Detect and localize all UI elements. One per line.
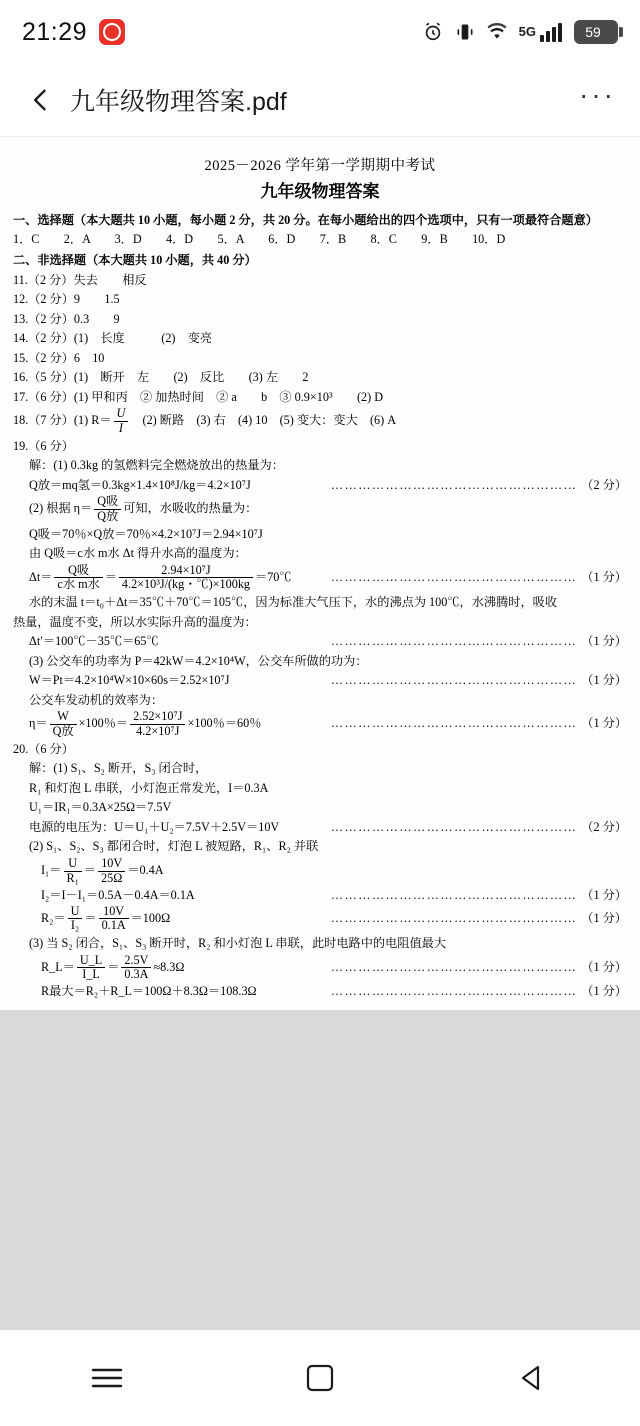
q20-dots-4: ……………………………………………… <box>330 959 578 974</box>
item-18-num: U <box>116 406 126 421</box>
q19-line-13 <box>13 710 627 738</box>
q19-l13c: ×100％＝60％ <box>187 716 262 731</box>
q19-l3b: 可知，水吸收的热量为： <box>123 501 258 516</box>
q20-mark-2: （1 分） <box>581 888 627 903</box>
q19-mark-2: （1 分） <box>581 569 627 584</box>
fraction-q-over-cm <box>54 564 102 592</box>
q19-l3-den: Q放 <box>97 508 119 523</box>
q20-line-1: 解：(1) S₁、S₂ 断开，S₃ 闭合时， <box>29 761 208 776</box>
fraction-value <box>119 564 253 592</box>
network-type-label: 5G <box>518 24 536 39</box>
q19-l6-den2: 4.2×10³J/(kg・℃)×100kg <box>121 577 251 592</box>
q19-mark-4: （1 分） <box>581 673 627 688</box>
q20-line-6 <box>13 857 627 885</box>
q19-l6b: ＝70℃ <box>255 569 292 584</box>
q20-mark-4: （1 分） <box>581 959 627 974</box>
q20-l8a: R₂＝ <box>41 910 66 925</box>
q20-l6c: ＝0.4A <box>127 862 164 877</box>
fraction-u-over-r1 <box>64 857 82 885</box>
section-1-heading: 一、选择题（本大题共 10 小题，每小题 2 分，共 20 分。在每小题给出的四个选项中，只有一项最符合题意） <box>13 212 598 227</box>
q20-l10a: R_L＝ <box>41 959 75 974</box>
q19-line-9 <box>13 632 627 651</box>
app-title-bar <box>0 64 640 136</box>
q19-line-7: 水的末温 t＝t₀＋Δt＝35℃＋70℃＝105℃，因为标准大气压下，水的沸点为 100℃，水沸腾时，吸收 <box>29 595 558 609</box>
red-app-badge-icon <box>99 19 125 45</box>
home-icon[interactable] <box>275 1348 365 1408</box>
q19-dots-3: ……………………………………………… <box>330 634 578 649</box>
q20-l10-den2: 0.3A <box>124 967 149 982</box>
q20-line-8 <box>13 905 627 933</box>
q20-line-9: (3) 当 S₂ 闭合，S₁、S₃ 断开时，R₂ 和小灯泡 L 串联，此时电路中的电阻值最大 <box>29 936 447 951</box>
q20-l8c: ＝100Ω <box>130 910 171 925</box>
section-2-heading: 二、非选择题（本大题共 10 小题，共 40 分） <box>13 252 257 267</box>
fraction-10v-over-25ohm <box>98 857 125 885</box>
q19-l13-den1: Q放 <box>52 723 74 738</box>
q19-l13a: η＝ <box>29 716 48 731</box>
q19-formula-3: W＝Pt＝4.2×10⁴W×10×60s＝2.52×10⁷J <box>29 673 230 688</box>
q20-dots-3: ……………………………………………… <box>330 910 578 925</box>
q20-l6-den1: R₁ <box>66 870 79 885</box>
q20-line-7 <box>13 886 627 905</box>
battery-level-label: 59 <box>585 24 601 40</box>
q20-mark-5: （1 分） <box>581 983 627 998</box>
q20-rmax-formula: R最大＝R₂＋R_L＝100Ω＋8.3Ω＝108.3Ω <box>41 983 257 998</box>
q20-line-3: U₁＝IR₁＝0.3A×25Ω＝7.5V <box>29 800 172 815</box>
q20-r2-formula <box>41 905 327 933</box>
wifi-icon <box>486 21 508 43</box>
q19-l3a: (2) 根据 η＝ <box>29 501 93 516</box>
q20-rl-formula <box>41 954 327 982</box>
status-icons <box>422 20 618 44</box>
document-title: 九年级物理答案.pdf <box>70 88 287 116</box>
answer-item-14: 14.（2 分）(1) 长度 (2) 变亮 <box>13 331 213 346</box>
q20-line-5: (2) S₁、S₂、S₃ 都闭合时，灯泡 L 被短路，R₁、R₂ 并联 <box>29 839 319 854</box>
q19-mark-3: （1 分） <box>581 634 627 649</box>
q20-dots-1: ……………………………………………… <box>330 819 578 834</box>
status-time: 21:29 <box>22 17 88 46</box>
fraction-w-over-q <box>50 710 77 738</box>
item-18-den: I <box>118 420 123 435</box>
choice-answers: 1．C 2．A 3．D 4．D 5．A 6．D 7．B 8．C 9．B 10．D <box>13 232 506 247</box>
answer-item-15: 15.（2 分）6 10 <box>13 350 105 365</box>
status-bar <box>0 0 640 64</box>
q19-l6-den1: c水 m水 <box>57 577 100 592</box>
q19-l13-num2: 2.52×10⁷J <box>130 710 185 725</box>
q20-line-4 <box>13 818 627 837</box>
q19-mark-5: （1 分） <box>581 716 627 731</box>
fraction-25v-over-03a <box>121 954 151 982</box>
q20-l6b: ＝ <box>83 862 97 877</box>
question-20-label: 20.（6 分） <box>13 741 74 756</box>
back-triangle-icon[interactable] <box>488 1348 578 1408</box>
menu-icon[interactable] <box>62 1348 152 1408</box>
q19-l13-den2: 4.2×10⁷J <box>136 723 180 738</box>
q20-l10c: ≈8.3Ω <box>153 959 185 974</box>
q19-line-1: 解：(1) 0.3kg 的氢燃料完全燃烧放出的热量为： <box>29 458 284 473</box>
q19-dots-4: ……………………………………………… <box>330 673 578 688</box>
q20-l8-den1: I₂ <box>70 918 80 933</box>
back-chevron-icon[interactable] <box>24 83 58 117</box>
q20-l8b: ＝ <box>84 910 97 925</box>
fraction-ul-over-il <box>77 954 105 982</box>
system-navigation-bar <box>0 1330 640 1426</box>
q19-line-5: 由 Q吸＝c水 m水 Δt 得升水高的温度为： <box>29 546 247 561</box>
answer-item-13: 13.（2 分）0.3 9 <box>13 311 120 326</box>
q19-mark-1: （2 分） <box>581 477 627 492</box>
q19-formula-2: Δt′＝100℃－35℃＝65℃ <box>29 634 159 649</box>
q20-l10-num2: 2.5V <box>121 954 151 969</box>
q20-l8-den2: 0.1A <box>101 918 126 933</box>
answer-item-18 <box>13 407 627 435</box>
q19-l6-num1: Q吸 <box>54 564 102 579</box>
signal-bars-icon <box>539 21 563 43</box>
q20-dots-5: ……………………………………………… <box>330 983 578 998</box>
answer-item-11: 11.（2 分）失去 相反 <box>13 272 147 287</box>
q20-l8-num2: 10V <box>99 905 129 920</box>
fraction-10v-over-01a <box>99 905 129 933</box>
q19-l6a: Δt＝ <box>29 569 53 584</box>
answer-item-16: 16.（5 分）(1) 断开 左 (2) 反比 (3) 左 2 <box>13 370 309 385</box>
item-18-rest: (2) 断路 (3) 右 (4) 10 (5) 变大：变大 (6) A <box>130 413 397 428</box>
q20-line-10 <box>13 954 627 982</box>
q20-l10-den1: I_L <box>82 967 100 982</box>
q19-l13b: ×100％＝ <box>78 716 129 731</box>
fraction-u-over-i <box>114 407 129 435</box>
item-18-prefix: 18.（7 分）(1) R＝ <box>13 413 112 428</box>
q19-line-3 <box>13 495 627 523</box>
battery-indicator <box>574 20 618 44</box>
exam-title: 九年级物理答案 <box>260 182 380 202</box>
q19-formula-1: Q放＝mq氢＝0.3kg×1.4×10⁸J/kg＝4.2×10⁷J <box>29 477 251 492</box>
q20-mark-1: （2 分） <box>581 819 627 834</box>
q20-l6a: I₁＝ <box>41 862 62 877</box>
q19-line-11 <box>13 671 627 690</box>
vibrate-icon <box>455 22 475 42</box>
fraction-values-2 <box>130 710 185 738</box>
more-options-icon[interactable]: ··· <box>579 79 616 110</box>
q19-line-6 <box>13 564 627 592</box>
q19-delta-t-formula: Δt＝ $\frac{\text{Q吸}}{\text{c水 m水}}$ ＝ $\frac{\text{2.94×10⁷J}}{\text{4.2×10³J/(kg・℃)×100kg}}$ ＝70℃ <box>29 563 292 592</box>
q20-l6-num2: 10V <box>98 857 125 872</box>
q20-l8-num1: U <box>68 905 83 920</box>
question-19-label: 19.（6 分） <box>13 438 74 453</box>
q19-line-2 <box>13 476 627 495</box>
alarm-icon <box>422 21 444 43</box>
q19-line-10: (3) 公交车的功率为 P＝42kW＝4.2×10⁴W，公交车所做的功为： <box>29 653 368 668</box>
q20-line-2: R₁ 和灯泡 L 串联，小灯泡正常发光，I＝0.3A <box>29 780 269 795</box>
q20-dots-2: ……………………………………………… <box>330 888 578 903</box>
q19-efficiency-formula <box>29 710 327 738</box>
pdf-page-content[interactable] <box>0 136 640 1010</box>
q20-l10b: ＝ <box>107 959 120 974</box>
q19-l3-num: Q吸 <box>94 495 121 510</box>
q19-l13-num1: W <box>50 710 77 725</box>
q19-dots-5: ……………………………………………… <box>330 716 578 731</box>
q19-line-4: Q吸＝70％×Q放＝70％×4.2×10⁷J＝2.94×10⁷J <box>29 526 263 541</box>
fraction-qabs-over-qrel <box>94 495 121 523</box>
q20-i2-formula: I₂＝I－I₁＝0.5A－0.4A＝0.1A <box>41 888 195 903</box>
exam-header: 2025－2026 学年第一学期期中考试 <box>204 158 436 174</box>
answer-item-17: 17.（6 分）(1) 甲和丙 ② 加热时间 ② a b ③ 0.9×10³ (2) D <box>13 389 384 404</box>
viewer-background <box>0 1010 640 1330</box>
q20-l6-num1: U <box>64 857 82 872</box>
fraction-u-over-i2 <box>68 905 83 933</box>
q19-line-8: 热量，温度不变，所以水实际升高的温度为： <box>13 614 257 629</box>
q20-line-11 <box>13 982 627 1001</box>
q19-dots-1: ……………………………………………… <box>330 477 578 492</box>
q20-l10-num1: U_L <box>77 954 105 969</box>
q19-line-12: 公交车发动机的效率为： <box>29 692 164 707</box>
q19-dots-2: ……………………………………………… <box>330 569 578 584</box>
q20-mark-3: （1 分） <box>581 910 627 925</box>
q20-source-voltage: 电源的电压为：U＝U₁＋U₂＝7.5V＋2.5V＝10V <box>29 819 280 834</box>
q19-l6-num2: 2.94×10⁷J <box>119 564 253 579</box>
answer-item-12: 12.（2 分）9 1.5 <box>13 292 120 307</box>
q20-l6-den2: 25Ω <box>101 870 123 885</box>
